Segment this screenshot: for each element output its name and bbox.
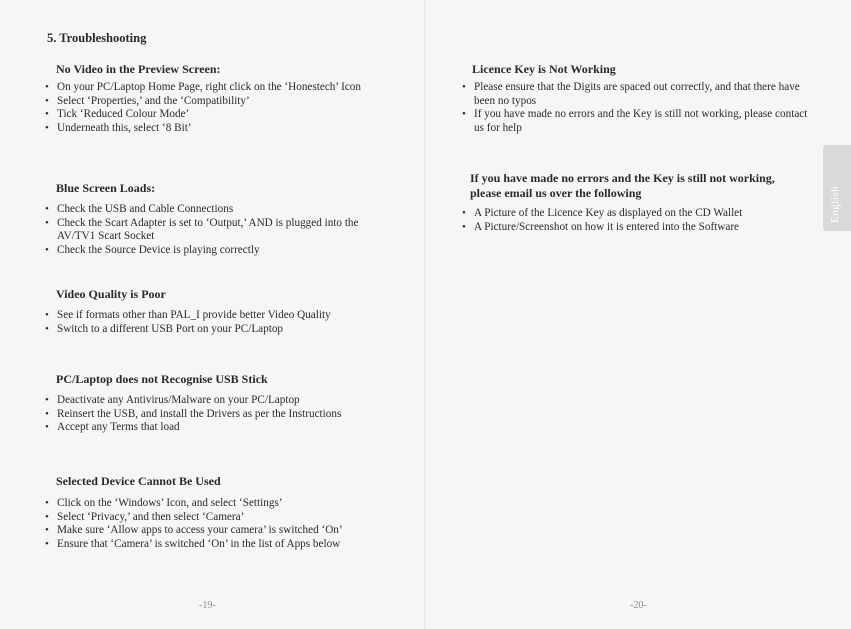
list-item: • Underneath this, select ‘8 Bit’ (44, 122, 364, 136)
list-item: • On your PC/Laptop Home Page, right click on the ‘Honestech’ Icon (44, 81, 364, 95)
section-title-licence-key: Licence Key is Not Working (472, 62, 616, 76)
list-item: • Check the USB and Cable Connections (44, 203, 364, 217)
section-title-device-cannot-be-used: Selected Device Cannot Be Used (56, 474, 221, 488)
language-tab-label: English (829, 185, 841, 223)
section-title-blue-screen: Blue Screen Loads: (56, 181, 156, 195)
list-item: • Check the Source Device is playing correctly (44, 244, 364, 258)
section-title-no-video: No Video in the Preview Screen: (56, 62, 221, 76)
bullet-list-email-us (461, 207, 831, 234)
list-item: • Reinsert the USB, and install the Drivers as per the Instructions (44, 408, 374, 422)
right-page (425, 0, 851, 629)
list-item: • Switch to a different USB Port on your PC/Laptop (44, 323, 364, 337)
language-tab (823, 145, 851, 231)
list-item: • See if formats other than PAL_I provide better Video Quality (44, 309, 364, 323)
bullet-list-licence-key (461, 81, 817, 135)
list-item: • Select ‘Privacy,’ and then select ‘Camera’ (44, 511, 364, 525)
list-item: • If you have made no errors and the Key is still not working, please contact us for help (461, 108, 817, 135)
list-item: • Please ensure that the Digits are spaced out correctly, and that there have been no typos (461, 81, 817, 108)
list-item: • A Picture/Screenshot on how it is entered into the Software (461, 221, 831, 235)
section-title-email-us: If you have made no errors and the Key is still not working, please email us over the following (470, 171, 775, 200)
list-item: • Make sure ‘Allow apps to access your camera’ is switched ‘On’ (44, 524, 364, 538)
page-number: -20- (630, 600, 647, 611)
bullet-list-blue-screen (44, 203, 364, 257)
list-item: • Select ‘Properties,’ and the ‘Compatibility’ (44, 95, 364, 109)
bullet-list-video-quality (44, 309, 364, 336)
section-title-usb-stick: PC/Laptop does not Recognise USB Stick (56, 372, 268, 386)
page-number: -19- (199, 600, 216, 611)
list-item: • Check the Scart Adapter is set to ‘Output,’ AND is plugged into the AV/TV1 Scart Socket (44, 217, 364, 244)
bullet-list-usb-stick (44, 394, 374, 435)
section-heading: 5. Troubleshooting (47, 31, 147, 45)
section-title-video-quality: Video Quality is Poor (56, 287, 166, 301)
list-item: • Deactivate any Antivirus/Malware on your PC/Laptop (44, 394, 374, 408)
bullet-list-device-cannot-be-used (44, 497, 364, 551)
list-item: • Ensure that ‘Camera’ is switched ‘On’ in the list of Apps below (44, 538, 364, 552)
list-item: • Click on the ‘Windows’ Icon, and select ‘Settings’ (44, 497, 364, 511)
left-page (0, 0, 425, 629)
list-item: • Accept any Terms that load (44, 421, 374, 435)
list-item: • A Picture of the Licence Key as displayed on the CD Wallet (461, 207, 831, 221)
bullet-list-no-video (44, 81, 364, 135)
list-item: • Tick ‘Reduced Colour Mode’ (44, 108, 364, 122)
